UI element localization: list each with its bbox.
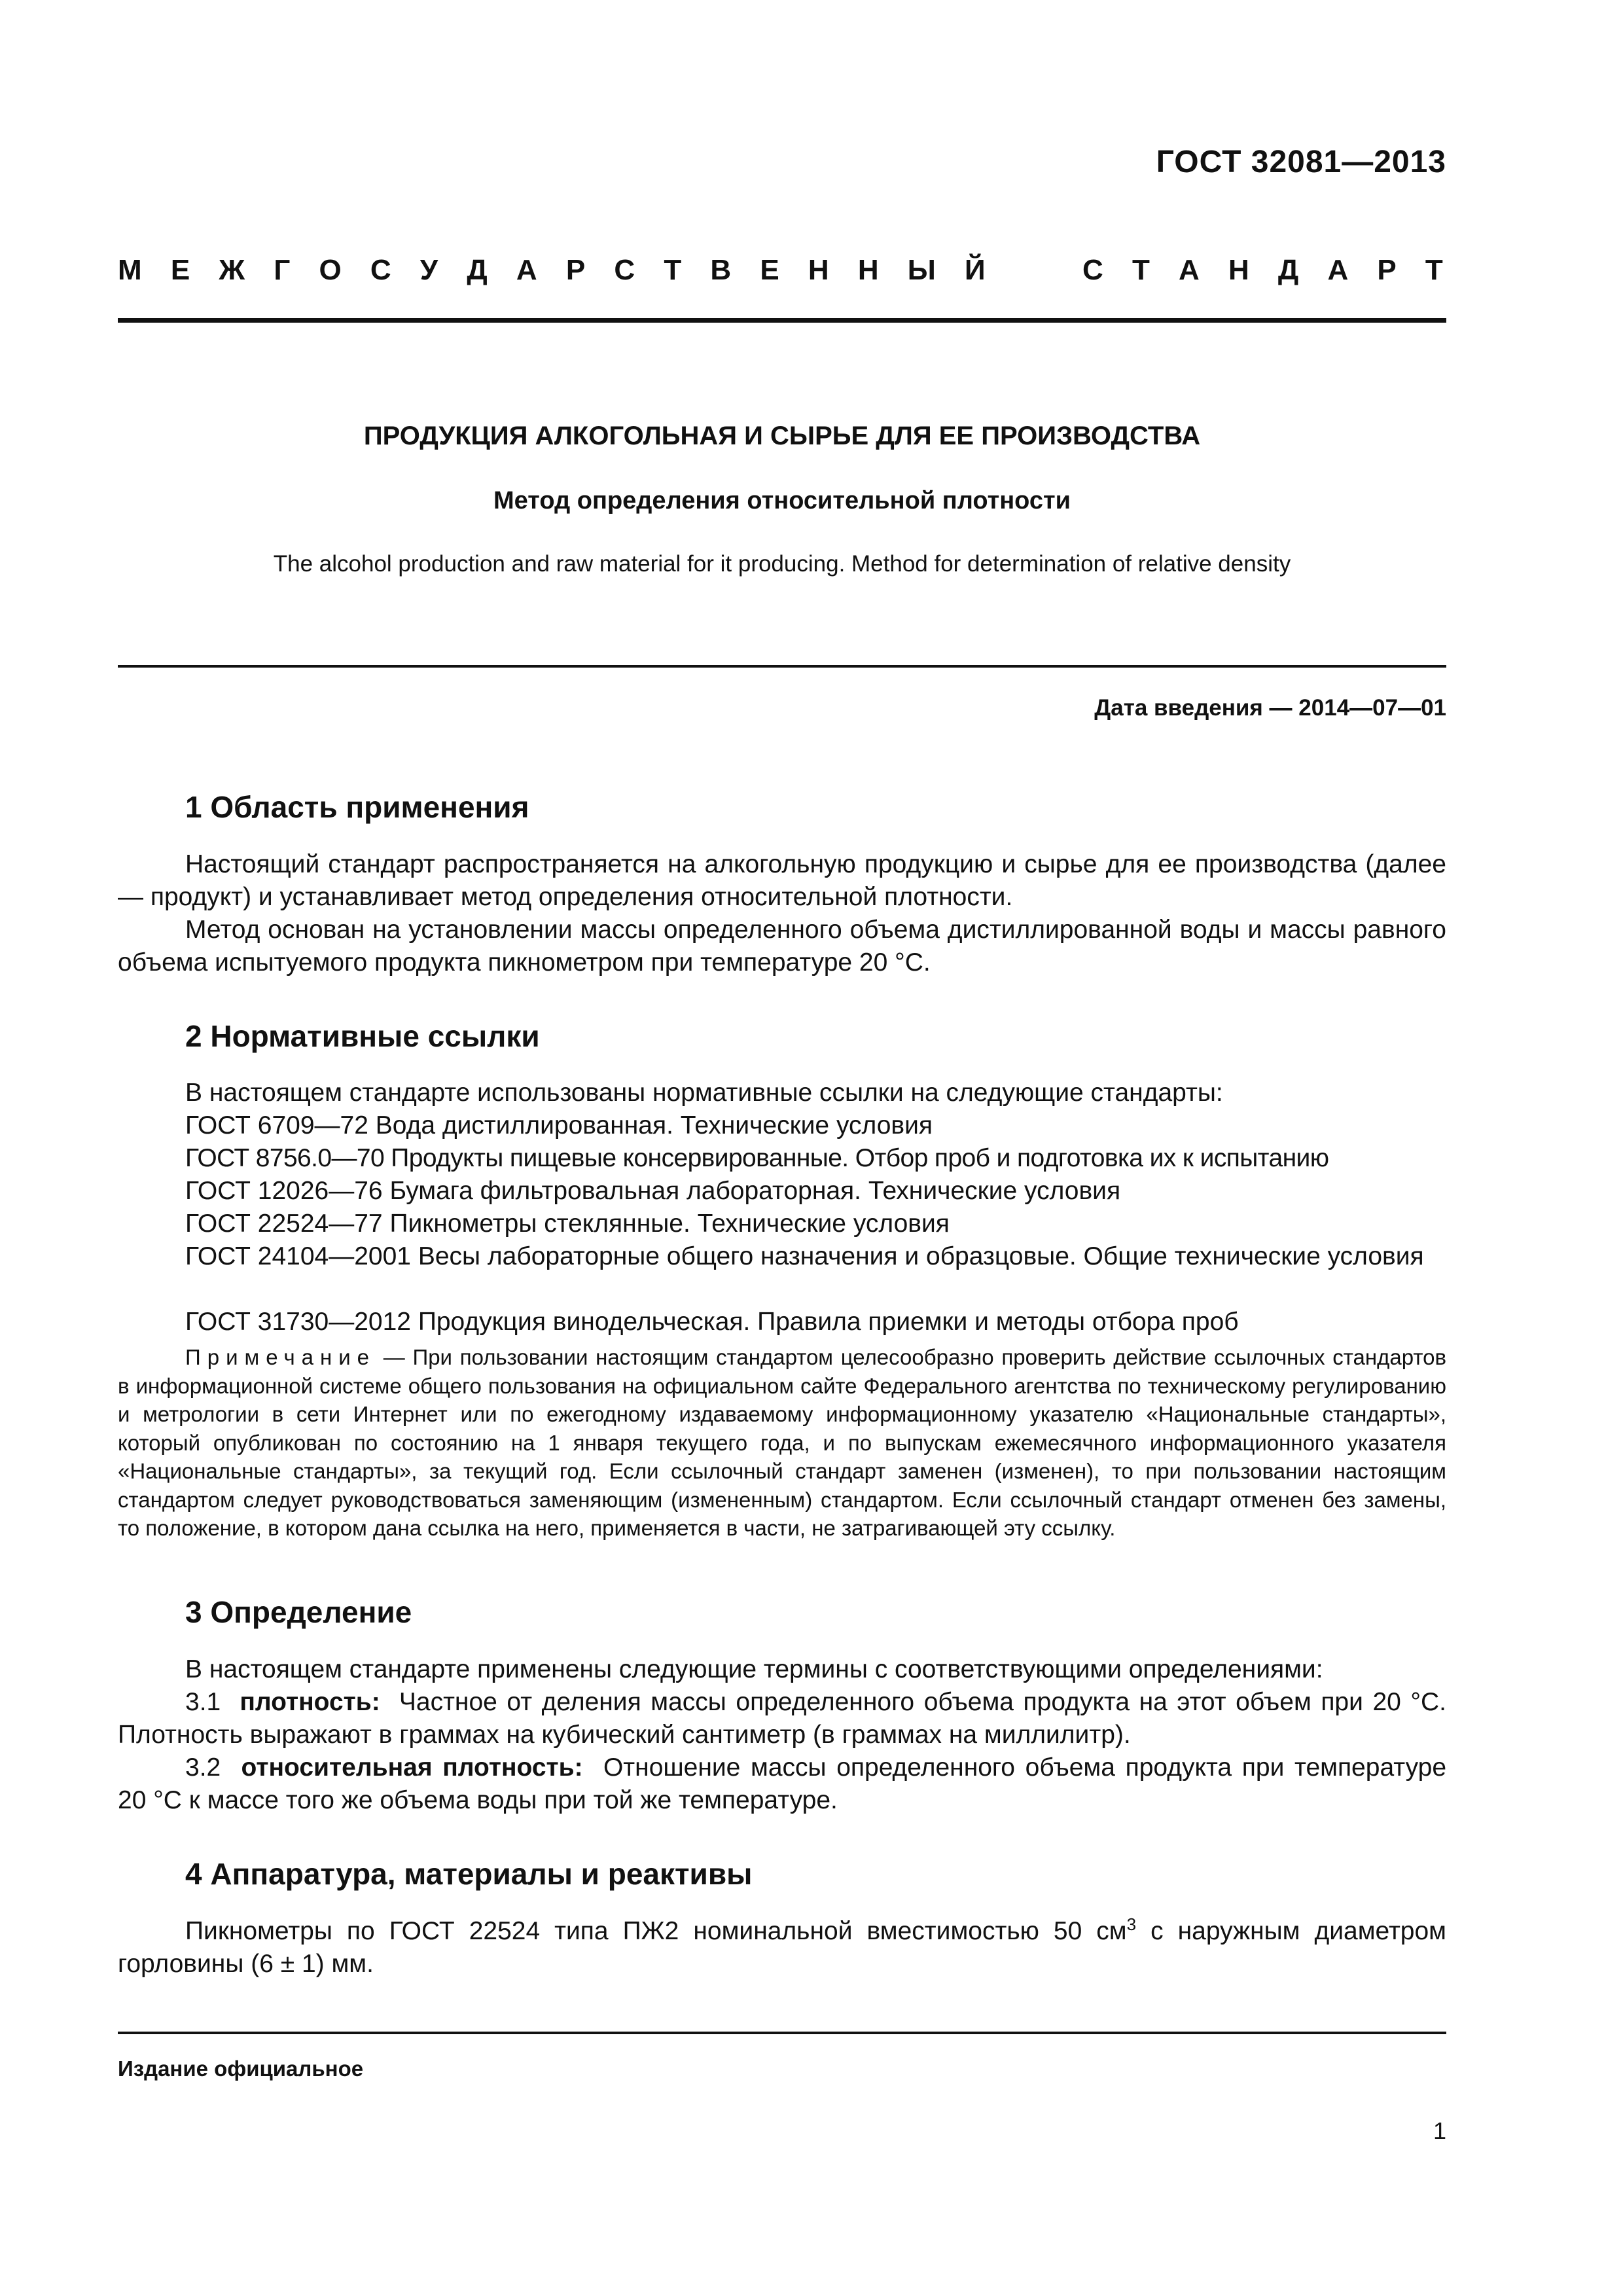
category-letter: Д <box>1277 254 1299 286</box>
page-number: 1 <box>1433 2117 1446 2144</box>
section-1-paragraph-2: Метод основан на установлении массы определенного объема дистиллированной воды и массы равного объема испытуемого продукта пикнометром при температуре 20 °С. <box>118 916 1446 977</box>
definition-term: относительная плотность: <box>241 1753 583 1782</box>
official-edition-label: Издание официальное <box>118 2056 364 2081</box>
definition-text: Частное от деления массы определенного объема продукта на этот объем при 20 °С. Плотность выражают в граммах на кубический сантиметр (в граммах на миллилитр). <box>118 1688 1447 1749</box>
category-letter: У <box>419 254 438 286</box>
section-3-intro: В настоящем стандарте применены следующие термины с соответствующими определениями: <box>185 1655 1323 1683</box>
category-letter: Ы <box>907 254 936 286</box>
definition-number: 3.1 <box>185 1688 221 1716</box>
category-letter: А <box>1327 254 1349 286</box>
category-letter: О <box>319 254 342 286</box>
category-word-gap <box>1014 254 1054 287</box>
category-letter: Т <box>1425 254 1443 286</box>
gost-number: ГОСТ 32081—2013 <box>1156 145 1446 179</box>
reference-item: ГОСТ 24104—2001 Весы лабораторные общего назначения и образцовые. Общие технические условия <box>185 1242 1424 1270</box>
document-subtitle: Метод определения относительной плотности <box>493 487 1071 514</box>
category-letter: Н <box>808 254 829 286</box>
note-text: — При пользовании настоящим стандартом целесообразно проверить действие ссылочных стандартов в информационной системе общего пользования на официальном сайте Федерального агентства по техническому регулированию и метрологии в сети Интернет или по ежегодному издаваемому информационному указателю «Национальные стандарты», который опубликован по состоянию на 1 января текущего года, и по выпускам ежемесячного информационного указателя «Национальные стандарты», за текущий год. Если ссылочный стандарт заменен (изменен), то при пользовании настоящим стандартом следует руководствоваться заменяющим (измененным) стандартом. Если ссылочный стандарт отменен без замены, то положение, в котором дана ссылка на него, применяется в части, не затрагивающей эту ссылку. <box>118 1345 1446 1540</box>
category-letter: Е <box>170 254 190 286</box>
title-divider <box>118 665 1446 668</box>
category-letter: С <box>1082 254 1103 286</box>
paragraph-text: с наружным диаметром горловины (6 ± 1) мм. <box>118 1917 1446 1978</box>
category-letter: Р <box>565 254 586 286</box>
section-1-heading: 1 Область применения <box>185 790 529 824</box>
reference-item: ГОСТ 22524—77 Пикнометры стеклянные. Технические условия <box>185 1210 950 1238</box>
section-2-note <box>118 1343 1446 1543</box>
category-letter: Н <box>857 254 879 286</box>
introduction-date: Дата введения — 2014—07—01 <box>1094 695 1446 721</box>
header-divider <box>118 318 1446 323</box>
category-letter: Й <box>965 254 986 286</box>
definition-term: плотность: <box>240 1688 380 1716</box>
footer-divider <box>118 2032 1446 2034</box>
reference-item: ГОСТ 31730—2012 Продукция винодельческая. Правила приемки и методы отбора проб <box>185 1308 1239 1336</box>
definition-relative-density <box>118 1751 1446 1817</box>
category-letter: М <box>118 254 142 286</box>
reference-item: ГОСТ 8756.0—70 Продукты пищевые консервированные. Отбор проб и подготовка их к испытанию <box>185 1144 1329 1172</box>
note-label: Примечание <box>185 1345 376 1369</box>
category-letter: В <box>710 254 732 286</box>
section-3-heading: 3 Определение <box>185 1595 412 1629</box>
category-letter: А <box>1179 254 1200 286</box>
standard-category <box>118 254 1443 287</box>
category-letter: С <box>614 254 635 286</box>
category-letter: А <box>516 254 537 286</box>
superscript: 3 <box>1126 1914 1137 1934</box>
category-letter: Д <box>467 254 488 286</box>
reference-item: ГОСТ 12026—76 Бумага фильтровальная лабораторная. Технические условия <box>185 1177 1121 1205</box>
section-2-intro: В настоящем стандарте использованы нормативные ссылки на следующие стандарты: <box>185 1079 1223 1107</box>
paragraph-text: Пикнометры по ГОСТ 22524 типа ПЖ2 номинальной вместимостью 50 см <box>185 1917 1127 1945</box>
reference-item: ГОСТ 6709—72 Вода дистиллированная. Технические условия <box>185 1111 933 1139</box>
definition-number: 3.2 <box>185 1753 221 1782</box>
category-letter: Т <box>664 254 682 286</box>
section-1-paragraph-1: Настоящий стандарт распространяется на алкогольную продукцию и сырье для ее производства (далее — продукт) и устанавливает метод определения относительной плотности. <box>118 850 1446 911</box>
definition-text: Отношение массы определенного объема продукта при температуре 20 °С к массе того же объема воды при той же температуре. <box>118 1753 1447 1814</box>
section-4-paragraph <box>118 1915 1446 1981</box>
definition-density <box>118 1686 1446 1751</box>
category-letter: Е <box>760 254 779 286</box>
category-letter: Н <box>1228 254 1249 286</box>
category-letter: Ж <box>219 254 245 286</box>
document-title: ПРОДУКЦИЯ АЛКОГОЛЬНАЯ И СЫРЬЕ ДЛЯ ЕЕ ПРОИЗВОДСТВА <box>363 422 1201 450</box>
category-letter: С <box>370 254 391 286</box>
category-letter: Т <box>1132 254 1150 286</box>
section-4-heading: 4 Аппаратура, материалы и реактивы <box>185 1857 753 1891</box>
section-2-heading: 2 Нормативные ссылки <box>185 1019 540 1053</box>
category-letter: Г <box>274 254 291 286</box>
category-letter: Р <box>1377 254 1397 286</box>
english-title: The alcohol production and raw material for it producing. Method for determination of relative density <box>273 551 1291 577</box>
